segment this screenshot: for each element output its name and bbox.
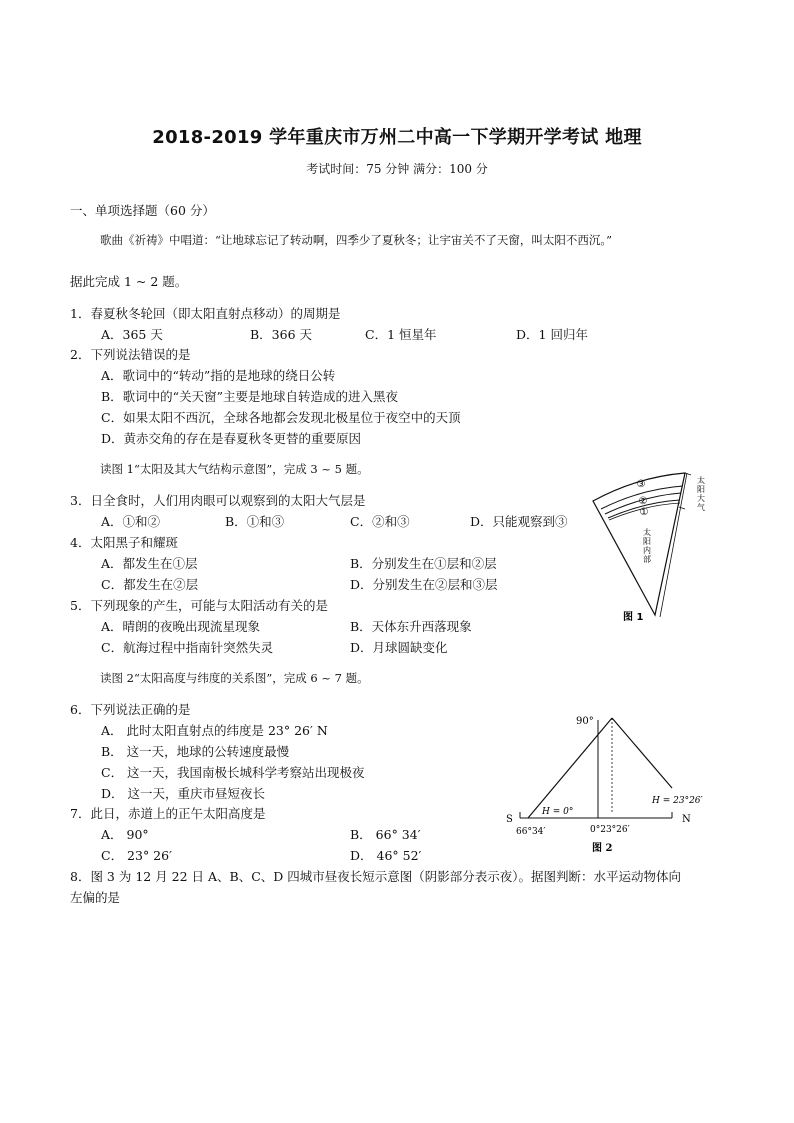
q4-option-b: B．分别发生在①层和②层 <box>350 556 497 571</box>
q7-option-b: B． 66° 34′ <box>350 827 421 842</box>
q8-stem-line2: 左偏的是 <box>70 890 121 905</box>
fig1-interior-label: 太阳内部 <box>643 528 651 564</box>
exam-info: 考试时间：75 分钟 满分：100 分 <box>306 162 488 176</box>
q1-option-c: C．1 恒星年 <box>365 327 437 342</box>
q4-option-a: A．都发生在①层 <box>101 556 198 571</box>
q3-option-c: C．②和③ <box>350 514 410 529</box>
q1-stem: 1．春夏秋冬轮回（即太阳直射点移动）的周期是 <box>70 306 341 321</box>
figure-1-sun-structure <box>585 465 715 630</box>
questions-range-1: 据此完成 1 ~ 2 题。 <box>70 274 188 289</box>
q2-option-c: C．如果太阳不西沉，全球各地都会发现北极星位于夜空中的天顶 <box>101 410 461 425</box>
q6-stem: 6．下列说法正确的是 <box>70 702 191 717</box>
read-figure-1: 读图 1“太阳及其大气结构示意图”，完成 3 ~ 5 题。 <box>100 462 369 476</box>
q4-option-c: C．都发生在②层 <box>101 577 199 592</box>
fig2-caption: 图 2 <box>592 843 613 854</box>
figure-2-sun-altitude <box>500 708 720 858</box>
song-intro: 歌曲《祈祷》中唱道：“让地球忘记了转动啊，四季少了夏秋冬；让宇宙关不了天窗，叫太阳不西沉。” <box>100 233 613 247</box>
fig1-layer-3: ③ <box>636 479 646 490</box>
q7-option-c: C． 23° 26′ <box>101 848 172 863</box>
q2-option-b: B．歌词中的“关天窗”主要是地球自转造成的进入黑夜 <box>101 389 398 404</box>
fig2-mid-lat: 0°23°26′ <box>590 825 630 835</box>
q3-option-d: D．只能观察到③ <box>470 514 568 529</box>
q2-stem: 2．下列说法错误的是 <box>70 347 191 362</box>
q7-option-d: D． 46° 52′ <box>350 848 422 863</box>
q4-option-d: D．分别发生在②层和③层 <box>350 577 498 592</box>
fig1-layer-1: ① <box>639 507 649 518</box>
q1-option-b: B．366 天 <box>250 327 313 342</box>
fig1-layer-2: ② <box>638 496 648 507</box>
q8-stem-line1: 8．图 3 为 12 月 22 日 A、B、C、D 四城市昼夜长短示意图（阴影部分表示夜）。据图判断：水平运动物体向 <box>70 869 682 884</box>
fig2-h23-label: H = 23°26′ <box>652 796 703 806</box>
q3-option-a: A．①和② <box>101 514 161 529</box>
fig2-left-lat: 66°34′ <box>516 827 546 837</box>
q1-option-a: A．365 天 <box>101 327 163 342</box>
read-figure-2: 读图 2“太阳高度与纬度的关系图”，完成 6 ~ 7 题。 <box>100 671 369 685</box>
q2-option-d: D．黄赤交角的存在是春夏秋冬更替的重要原因 <box>101 431 362 446</box>
fig2-n-label: N <box>682 814 691 825</box>
section-heading: 一、单项选择题（60 分） <box>70 203 215 218</box>
q6-option-c: C． 这一天，我国南极长城科学考察站出现极夜 <box>101 765 365 780</box>
q5-option-a: A．晴朗的夜晚出现流星现象 <box>101 619 261 634</box>
fig2-s-label: S <box>506 814 513 825</box>
q6-option-b: B． 这一天，地球的公转速度最慢 <box>101 744 290 759</box>
fig1-caption: 图 1 <box>623 612 644 623</box>
q5-option-c: C．航海过程中指南针突然失灵 <box>101 640 274 655</box>
q7-option-a: A． 90° <box>101 827 149 842</box>
fig2-h0-label: H = 0° <box>542 807 574 817</box>
q3-option-b: B．①和③ <box>225 514 285 529</box>
q7-stem: 7．此日，赤道上的正午太阳高度是 <box>70 806 266 821</box>
q2-option-a: A．歌词中的“转动”指的是地球的绕日公转 <box>101 368 336 383</box>
q6-option-a: A． 此时太阳直射点的纬度是 23° 26′ N <box>101 723 328 738</box>
q6-option-d: D． 这一天，重庆市昼短夜长 <box>101 786 265 801</box>
q1-option-d: D．1 回归年 <box>516 327 588 342</box>
q5-option-b: B．天体东升西落现象 <box>350 619 472 634</box>
q4-stem: 4．太阳黑子和耀斑 <box>70 535 178 550</box>
q5-option-d: D．月球圆缺变化 <box>350 640 448 655</box>
q3-stem: 3．日全食时，人们用肉眼可以观察到的太阳大气层是 <box>70 493 366 508</box>
page-title: 2018-2019 学年重庆市万州二中高一下学期开学考试 地理 <box>152 127 642 148</box>
q5-stem: 5．下列现象的产生，可能与太阳活动有关的是 <box>70 598 328 613</box>
fig1-atmosphere-label: 太阳大气 <box>697 476 705 512</box>
fig2-top-label: 90° <box>576 716 594 727</box>
